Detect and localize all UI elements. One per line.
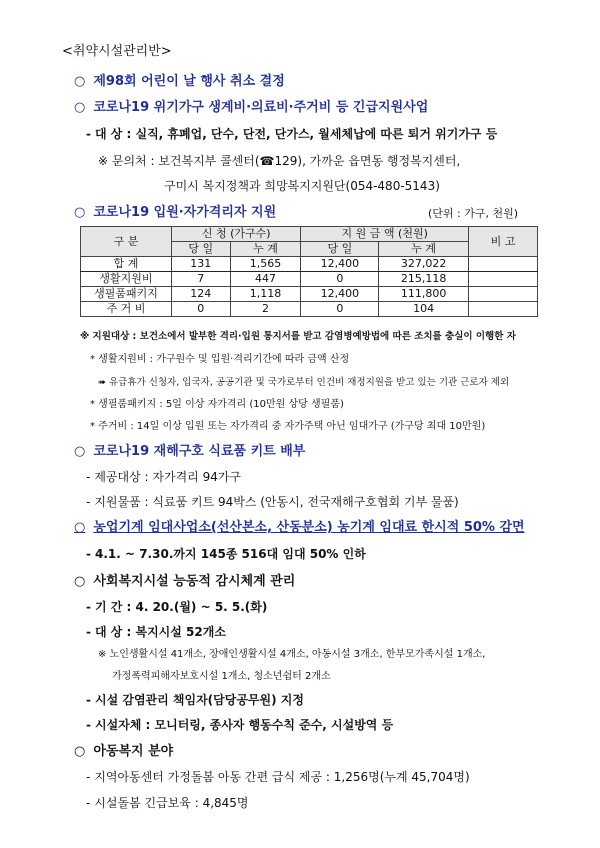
apply-total: 447 xyxy=(230,272,301,287)
item-4-target-text: 제공대상 : 자가격리 94가구 xyxy=(94,470,242,484)
item-4-target xyxy=(86,470,241,484)
item-6-text: 사회복지시설 능동적 감시체계 관리 xyxy=(93,574,296,589)
apply-day: 0 xyxy=(172,302,231,317)
remark xyxy=(469,272,538,287)
item-3-note-housing: * 주거비 : 14일 이상 입원 또는 자가격리 중 자가주택 아닌 임대가구 (가구당 최대 10만원) xyxy=(90,421,486,432)
header-amount-day: 당 일 xyxy=(301,242,379,257)
support-table xyxy=(80,226,538,317)
apply-day: 7 xyxy=(172,272,231,287)
item-7-text: 아동복지 분야 xyxy=(93,744,174,759)
row-label: 생필품패키지 xyxy=(81,287,172,302)
table-row xyxy=(81,302,538,317)
item-3 xyxy=(74,205,276,221)
bullet-circle: ○ xyxy=(74,74,86,89)
dash: - xyxy=(86,796,91,810)
item-6-period xyxy=(86,600,267,614)
item-6-target xyxy=(86,625,226,639)
item-5-detail xyxy=(86,547,366,561)
apply-total: 1,565 xyxy=(230,257,301,272)
header-apply-total: 누 계 xyxy=(230,242,301,257)
row-label: 생활지원비 xyxy=(81,272,172,287)
item-1-text: 제98회 어린이 날 행사 취소 결정 xyxy=(93,74,285,89)
item-3-note-main: ※ 지원대상 : 보건소에서 발부한 격리·입원 통지서를 받고 감염병예방법에 따른 조치를 충실이 이행한 자 xyxy=(80,331,516,342)
apply-day: 131 xyxy=(172,257,231,272)
remark xyxy=(469,302,538,317)
item-5-text: 농업기계 임대사업소(선산본소, 산동분소) 농기계 임대료 한시적 50% 감면 xyxy=(93,520,525,535)
bullet-circle: ○ xyxy=(74,744,86,759)
item-7 xyxy=(74,744,173,760)
table-row xyxy=(81,257,538,272)
item-6-self xyxy=(86,718,393,732)
item-6-target-text: 대 상 : 복지시설 52개소 xyxy=(94,625,226,639)
bullet-circle: ○ xyxy=(74,100,86,115)
section-title: <취약시설관리반> xyxy=(62,44,172,59)
item-7-meal-text: 지역아동센터 가정돌봄 아동 간편 급식 제공 : 1,256명(누계 45,704명) xyxy=(94,770,470,784)
dash: - xyxy=(86,495,91,509)
header-remark: 비 고 xyxy=(469,227,538,257)
item-6-note-1: ※ 노인생활시설 41개소, 장애인생활시설 4개소, 아동시설 3개소, 한부모가족시설 1개소, xyxy=(98,649,486,660)
amount-total: 111,800 xyxy=(379,287,469,302)
item-3-note-package: * 생필품패키지 : 5일 이상 자가격리 (10만원 상당 생필품) xyxy=(90,399,344,410)
bullet-circle: ○ xyxy=(74,520,86,535)
header-gubun: 구 분 xyxy=(81,227,172,257)
dash: - xyxy=(86,625,91,639)
amount-total: 327,022 xyxy=(379,257,469,272)
item-2-text: 코로나19 위기가구 생계비·의료비·주거비 등 긴급지원사업 xyxy=(93,100,429,115)
item-6-manager-text: 시설 감염관리 책임자(담당공무원) 지정 xyxy=(94,693,304,707)
header-amount-total: 누 계 xyxy=(379,242,469,257)
item-4 xyxy=(74,444,305,460)
item-2-contact-2: 구미시 복지정책과 희망복지지원단(054-480-5143) xyxy=(164,179,440,193)
item-6-period-text: 기 간 : 4. 20.(월) ~ 5. 5.(화) xyxy=(94,600,268,614)
amount-total: 104 xyxy=(379,302,469,317)
amount-day: 12,400 xyxy=(301,257,379,272)
item-4-goods-text: 지원물품 : 식료품 키트 94박스 (안동시, 전국재해구호협회 기부 물품) xyxy=(94,495,459,509)
item-3-text: 코로나19 입원·자가격리자 지원 xyxy=(93,205,277,220)
item-1 xyxy=(74,74,285,90)
remark xyxy=(469,257,538,272)
apply-total: 1,118 xyxy=(230,287,301,302)
amount-total: 215,118 xyxy=(379,272,469,287)
apply-total: 2 xyxy=(230,302,301,317)
row-label: 합 계 xyxy=(81,257,172,272)
header-apply-day: 당 일 xyxy=(172,242,231,257)
item-2-contact-1: ※ 문의처 : 보건복지부 콜센터(☎129), 가까운 읍면동 행정복지센터, xyxy=(98,154,461,168)
item-4-goods xyxy=(86,495,459,509)
dash: - xyxy=(86,470,91,484)
amount-day: 12,400 xyxy=(301,287,379,302)
dash: - xyxy=(86,127,91,141)
item-5-detail-text: 4.1. ~ 7.30.까지 145종 516대 임대 50% 인하 xyxy=(94,547,366,561)
table-row xyxy=(81,287,538,302)
item-6-self-text: 시설자체 : 모니터링, 종사자 행동수칙 준수, 시설방역 등 xyxy=(94,718,394,732)
item-2-target xyxy=(86,127,497,141)
bullet-circle: ○ xyxy=(74,444,86,459)
item-7-care-text: 시설돌봄 긴급보육 : 4,845명 xyxy=(94,796,249,810)
header-apply: 신 청 (가구수) xyxy=(172,227,301,242)
dash: - xyxy=(86,547,91,561)
amount-day: 0 xyxy=(301,272,379,287)
table-row xyxy=(81,272,538,287)
item-6-manager xyxy=(86,693,304,707)
item-6-note-2: 가정폭력피해자보호시설 1개소, 청소년쉼터 2개소 xyxy=(112,671,331,682)
row-label: 주 거 비 xyxy=(81,302,172,317)
apply-day: 124 xyxy=(172,287,231,302)
item-4-text: 코로나19 재해구호 식료품 키트 배부 xyxy=(93,444,306,459)
bullet-circle: ○ xyxy=(74,205,86,220)
item-5 xyxy=(74,520,525,536)
remark xyxy=(469,287,538,302)
amount-day: 0 xyxy=(301,302,379,317)
item-2-target-text: 대 상 : 실직, 휴폐업, 단수, 단전, 단가스, 월세체납에 따른 퇴거 위기가구 등 xyxy=(94,127,498,141)
item-3-note-exclusion: ➠ 유급휴가 신청자, 입국자, 공공기관 및 국가로부터 인건비 재정지원을 받고 있는 기관 근로자 제외 xyxy=(98,377,510,388)
dash: - xyxy=(86,600,91,614)
dash: - xyxy=(86,718,91,732)
dash: - xyxy=(86,770,91,784)
item-7-meal xyxy=(86,770,470,784)
table-unit: (단위 : 가구, 천원) xyxy=(428,207,519,220)
item-7-care xyxy=(86,796,249,810)
item-6 xyxy=(74,574,295,590)
item-3-note-living: * 생활지원비 : 가구원수 및 입원·격리기간에 따라 금액 산정 xyxy=(90,354,350,365)
dash: - xyxy=(86,693,91,707)
bullet-circle: ○ xyxy=(74,574,86,589)
header-amount: 지 원 금 액 (천원) xyxy=(301,227,469,242)
item-2 xyxy=(74,100,428,116)
